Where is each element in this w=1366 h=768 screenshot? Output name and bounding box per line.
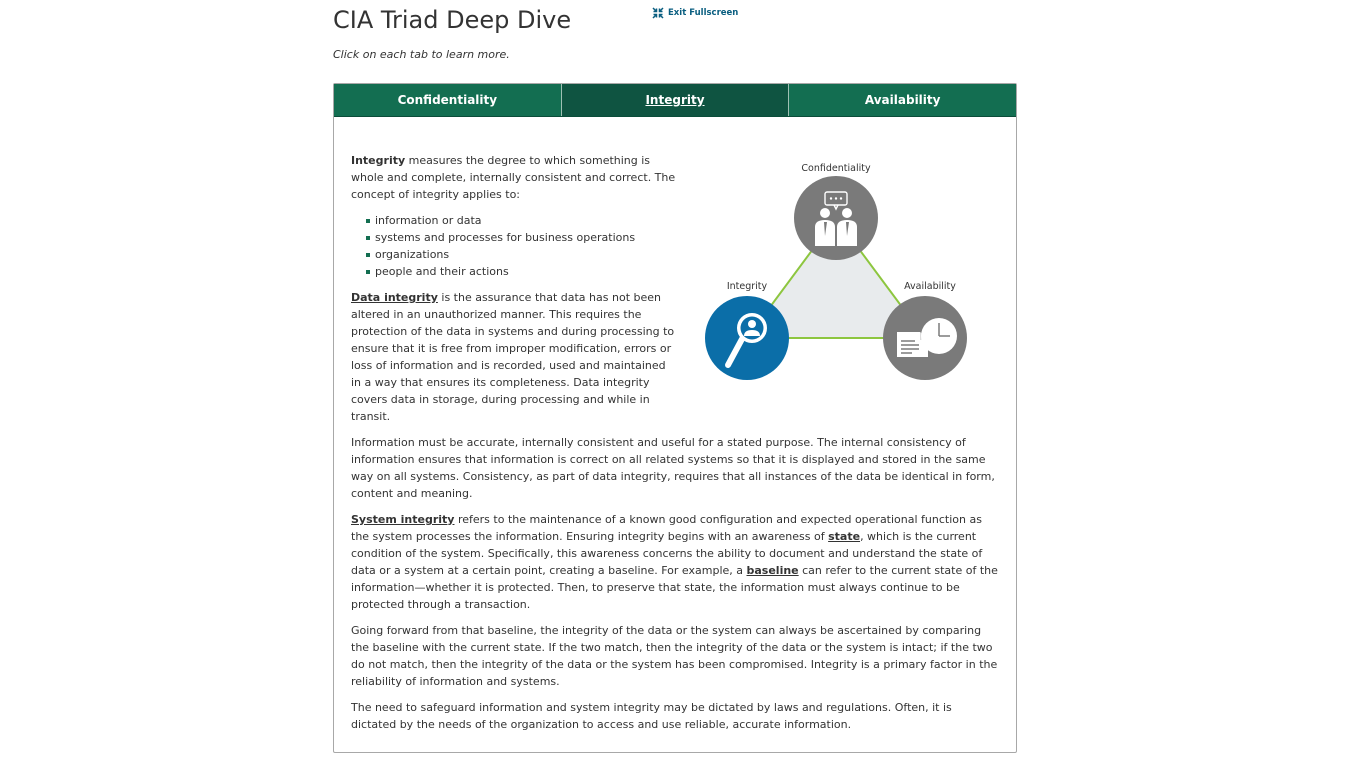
- cia-triad-diagram: [700, 160, 972, 385]
- system-integrity-text-3: can refer to the current state of the information—whether it is protected. Then, to preserve that state, the information must always continue to be protected through a transaction.: [351, 564, 998, 611]
- need-paragraph: The need to safeguard information and system integrity may be dictated by laws and regulations. Often, it is dictated by the needs of the organization to access and use reliable, accurate information.: [351, 701, 952, 731]
- magnifier-person-icon: [705, 296, 789, 380]
- list-item: people and their actions: [366, 263, 676, 280]
- tab-bar: [334, 84, 1016, 117]
- page-subtitle: Click on each tab to learn more.: [333, 48, 510, 61]
- tab-integrity[interactable]: Integrity: [562, 84, 790, 116]
- state-link[interactable]: state: [828, 530, 861, 543]
- system-integrity-text-2: , which is the current condition of the system. Specifically, this awareness concerns the ability to document and understand the state of data or a system at a certain point, creating a baseline. For example, a: [351, 530, 983, 577]
- system-integrity-paragraph: [351, 511, 999, 613]
- diagram-label-availability: Availability: [904, 281, 956, 292]
- list-item: systems and processes for business operations: [366, 229, 676, 246]
- going-forward-paragraph: Going forward from that baseline, the integrity of the data or the system can always be ascertained by comparing the baseline with the current state. If the two match, then the integrity of the data or the system is intact; if the two do not match, then the integrity of the data or the system has been compromised. Integrity is a primary factor in the reliability of information and systems.: [351, 624, 998, 688]
- integrity-term: Integrity: [351, 154, 406, 167]
- diagram-label-confidentiality: Confidentiality: [801, 163, 871, 174]
- intro-paragraph: [351, 152, 676, 203]
- page-title: CIA Triad Deep Dive: [333, 6, 572, 34]
- cia-triad-graphic: [700, 160, 972, 385]
- data-integrity-link[interactable]: Data integrity: [351, 291, 438, 304]
- baseline-link[interactable]: baseline: [746, 564, 799, 577]
- information-paragraph: Information must be accurate, internally consistent and useful for a stated purpose. The internal consistency of information ensures that information is correct on all related systems so that it is displayed and stored in the same way on all systems. Consistency, as part of data integrity, requires that all instances of the data be identical in form, content and meaning.: [351, 436, 995, 500]
- two-people-chat-icon: [794, 176, 878, 260]
- collapse-icon: [652, 7, 664, 19]
- list-item: information or data: [366, 212, 676, 229]
- data-integrity-text: is the assurance that data has not been altered in an unauthorized manner. This requires the protection of the data in systems and during processing to ensure that it is free from improper modification, errors or loss of information and is recorded, used and maintained in a way that ensures its completeness. Data integrity covers data in storage, during processing and while in transit.: [351, 291, 675, 423]
- tab-confidentiality[interactable]: Confidentiality: [334, 84, 562, 116]
- tab-availability[interactable]: Availability: [789, 84, 1016, 116]
- system-integrity-link[interactable]: System integrity: [351, 513, 455, 526]
- system-integrity-text-1: refers to the maintenance of a known good configuration and expected operational function as the system processes the information. Ensuring integrity begins with an awareness of: [351, 513, 982, 543]
- exit-fullscreen-label: Exit Fullscreen: [668, 8, 739, 18]
- document-clock-icon: [883, 296, 967, 380]
- intro-text: measures the degree to which something is whole and complete, internally consistent and correct. The concept of integrity applies to:: [351, 154, 676, 201]
- data-integrity-paragraph: [351, 289, 676, 425]
- list-item: organizations: [366, 246, 676, 263]
- diagram-label-integrity: Integrity: [726, 281, 768, 292]
- integrity-applies-list: [351, 212, 676, 280]
- exit-fullscreen-button[interactable]: [652, 7, 738, 19]
